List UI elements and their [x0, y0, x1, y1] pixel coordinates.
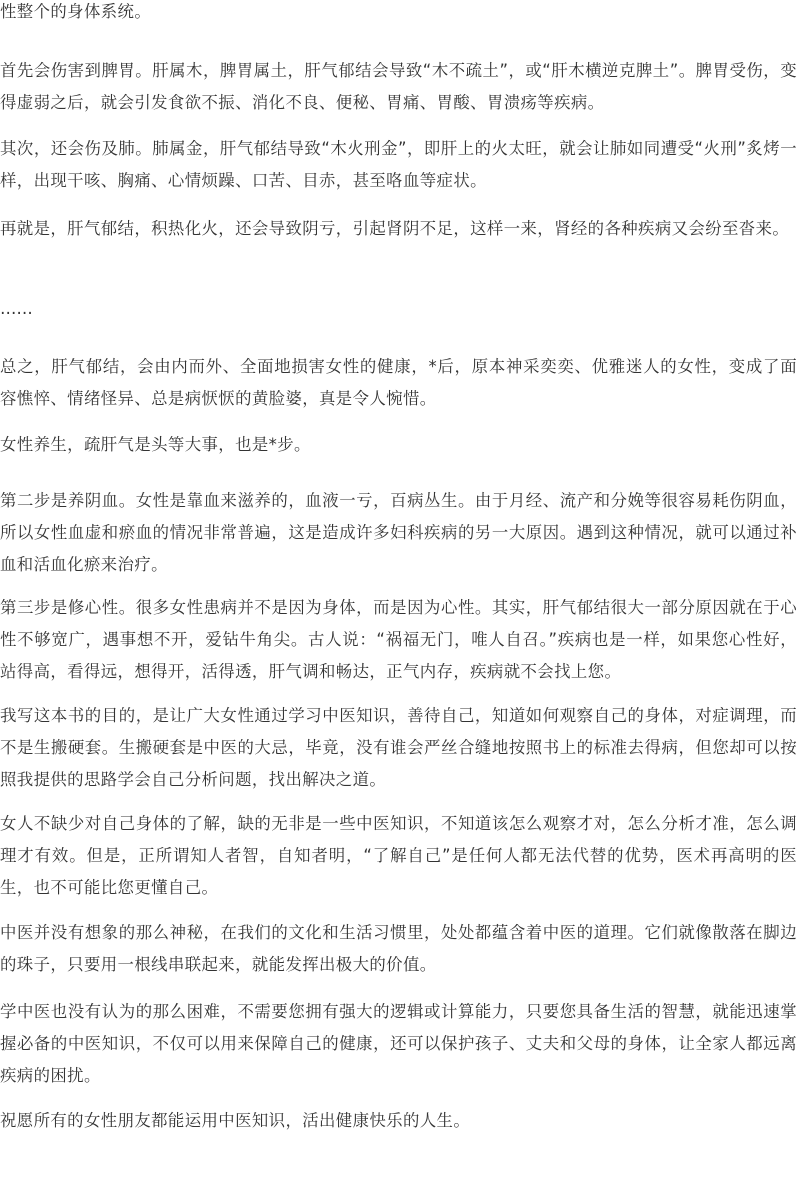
paragraph-ellipsis: ……	[0, 299, 33, 318]
paragraph-1: 性整个的身体系统。	[0, 2, 152, 21]
paragraph-10: 女人不缺少对自己身体的了解，缺的无非是一些中医知识，不知道该怎么观察才对，怎么分析才准，怎么调理才有效。但是，正所谓知人者智，自知者明，“了解自己”是任何人都无法代替的优势，医术再高明的医生，也不可能比您更懂自己。	[0, 814, 797, 897]
paragraph-5: 总之，肝气郁结，会由内而外、全面地损害女性的健康，*后，原本神采奕奕、优雅迷人的女性，变成了面容憔悴、情绪怪异、总是病恹恹的黄脸婆，真是令人惋惜。	[0, 357, 797, 408]
paragraph-11: 中医并没有想象的那么神秘，在我们的文化和生活习惯里，处处都蕴含着中医的道理。它们就像散落在脚边的珠子，只要用一根线串联起来，就能发挥出极大的价值。	[0, 923, 797, 974]
paragraph-3: 其次，还会伤及肺。肺属金，肝气郁结导致“木火刑金”，即肝上的火太旺，就会让肺如同遭受“火刑”炙烤一样，出现干咳、胸痛、心情烦躁、口苦、目赤，甚至咯血等症状。	[0, 139, 797, 190]
paragraph-6: 女性养生，疏肝气是头等大事，也是*步。	[0, 435, 311, 454]
paragraph-7: 第二步是养阴血。女性是靠血来滋养的，血液一亏，百病丛生。由于月经、流产和分娩等很容易耗伤阴血，所以女性血虚和瘀血的情况非常普遍，这是造成许多妇科疾病的另一大原因。遇到这种情况，就可以通过补血和活血化瘀来治疗。	[0, 491, 797, 574]
paragraph-12: 学中医也没有认为的那么困难，不需要您拥有强大的逻辑或计算能力，只要您具备生活的智慧，就能迅速掌握必备的中医知识，不仅可以用来保障自己的健康，还可以保护孩子、丈夫和父母的身体，让全家人都远离疾病的困扰。	[0, 1002, 797, 1085]
paragraph-2: 首先会伤害到脾胃。肝属木，脾胃属土，肝气郁结会导致“木不疏土”，或“肝木横逆克脾土”。脾胃受伤，变得虚弱之后，就会引发食欲不振、消化不良、便秘、胃痛、胃酸、胃溃疡等疾病。	[0, 61, 797, 112]
paragraph-9: 我写这本书的目的，是让广大女性通过学习中医知识，善待自己，知道如何观察自己的身体，对症调理，而不是生搬硬套。生搬硬套是中医的大忌，毕竟，没有谁会严丝合缝地按照书上的标准去得病，但您却可以按照我提供的思路学会自己分析问题，找出解决之道。	[0, 706, 797, 789]
paragraph-8: 第三步是修心性。很多女性患病并不是因为身体，而是因为心性。其实，肝气郁结很大一部分原因就在于心性不够宽广，遇事想不开，爱钻牛角尖。古人说：“祸福无门，唯人自召。”疾病也是一样，如果您心性好，站得高，看得远，想得开，活得透，肝气调和畅达，正气内存，疾病就不会找上您。	[0, 598, 797, 681]
paragraph-13: 祝愿所有的女性朋友都能运用中医知识，活出健康快乐的人生。	[0, 1111, 471, 1130]
paragraph-4: 再就是，肝气郁结，积热化火，还会导致阴亏，引起肾阴不足，这样一来，肾经的各种疾病又会纷至沓来。	[0, 219, 790, 238]
